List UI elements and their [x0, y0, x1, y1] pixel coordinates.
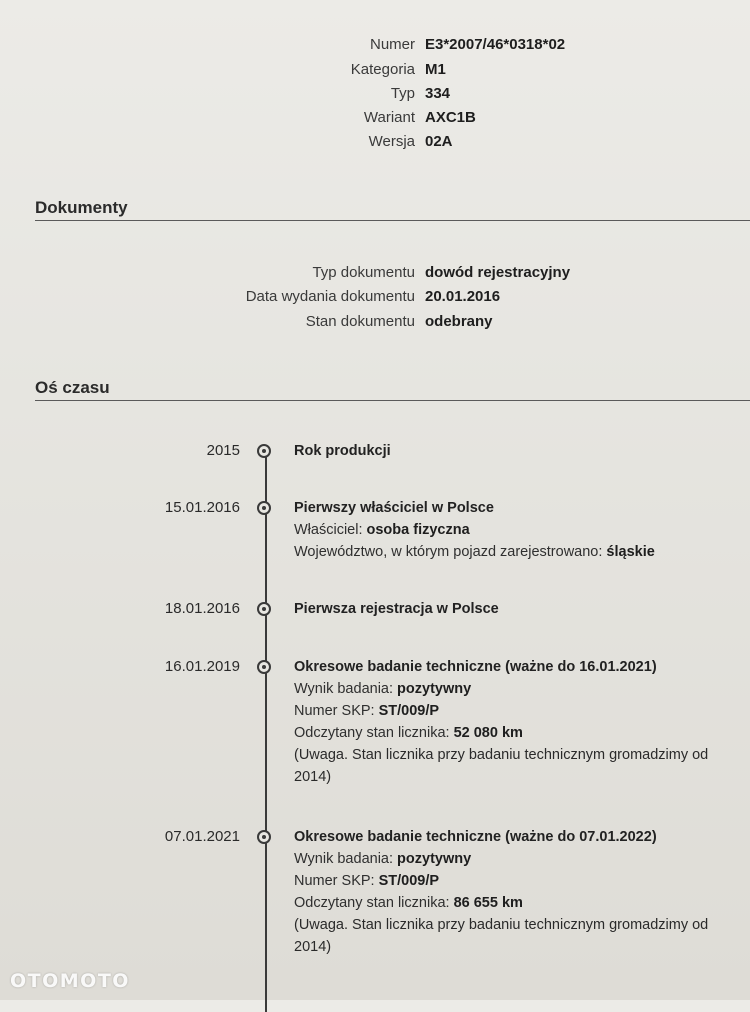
detail-label: Właściciel:	[294, 522, 367, 538]
doc-value: 20.01.2016	[425, 288, 501, 305]
spec-row-wersja	[250, 130, 453, 154]
detail-value: pozytywny	[397, 681, 472, 697]
timeline-body	[294, 598, 734, 620]
spec-label: Wersja	[368, 133, 415, 150]
detail-value: 86 655 km	[453, 895, 523, 911]
timeline-detail	[294, 870, 734, 892]
timeline-detail	[294, 892, 734, 914]
timeline-date: 2015	[206, 442, 240, 459]
spec-label: Numer	[369, 36, 415, 53]
detail-label: Odczytany stan licznika:	[294, 725, 454, 741]
section-title-timeline: Oś czasu	[35, 378, 110, 397]
timeline-body	[294, 440, 734, 462]
timeline-note: (Uwaga. Stan licznika przy badaniu technicznym gromadzimy od 2014)	[294, 747, 709, 785]
timeline-date: 07.01.2021	[164, 828, 240, 845]
detail-label: Odczytany stan licznika:	[294, 895, 454, 911]
detail-label: Wynik badania:	[294, 851, 398, 867]
timeline-detail	[294, 848, 734, 870]
timeline-axis	[265, 452, 267, 1012]
detail-value: ST/009/P	[378, 873, 440, 889]
timeline-date: 16.01.2019	[164, 658, 240, 675]
timeline-detail	[294, 678, 734, 700]
doc-value: dowód rejestracyjny	[425, 264, 571, 281]
section-divider	[35, 400, 750, 401]
timeline-title: Pierwsza rejestracja w Polsce	[294, 601, 499, 617]
timeline-detail	[294, 519, 734, 541]
spec-label: Wariant	[363, 109, 415, 126]
spec-value: 02A	[425, 133, 453, 150]
detail-label: Województwo, w którym pojazd zarejestrowano:	[294, 544, 607, 560]
doc-label: Data wydania dokumentu	[245, 288, 415, 305]
timeline-body	[294, 656, 734, 788]
detail-label: Numer SKP:	[294, 703, 379, 719]
doc-row-type	[200, 261, 570, 285]
detail-label: Numer SKP:	[294, 873, 379, 889]
doc-label: Stan dokumentu	[305, 313, 415, 330]
section-title-documents: Dokumenty	[35, 198, 128, 217]
timeline-body	[294, 826, 734, 958]
timeline-date: 18.01.2016	[164, 600, 240, 617]
doc-label: Typ dokumentu	[312, 264, 415, 281]
timeline-body	[294, 497, 734, 563]
doc-value: odebrany	[425, 313, 493, 330]
timeline-date: 15.01.2016	[164, 499, 240, 516]
watermark-logo: OTOMOTO	[10, 970, 130, 992]
detail-value: osoba fizyczna	[366, 522, 470, 538]
detail-label: Wynik badania:	[294, 681, 398, 697]
detail-value: 52 080 km	[453, 725, 523, 741]
detail-value: ST/009/P	[378, 703, 440, 719]
timeline-title: Pierwszy właściciel w Polsce	[294, 500, 494, 516]
timeline-marker-icon	[257, 501, 271, 515]
spec-value: AXC1B	[425, 109, 476, 126]
doc-row-status	[200, 310, 493, 334]
timeline-marker-icon	[257, 830, 271, 844]
timeline-title: Rok produkcji	[294, 443, 391, 459]
spec-value: M1	[425, 61, 446, 78]
spec-value: 334	[425, 85, 451, 102]
spec-row-kategoria	[250, 58, 446, 82]
timeline-title: Okresowe badanie techniczne (ważne do 07.01.2022)	[294, 829, 657, 845]
spec-row-wariant	[250, 106, 476, 130]
timeline-detail	[294, 700, 734, 722]
timeline-title: Okresowe badanie techniczne (ważne do 16.01.2021)	[294, 659, 657, 675]
timeline-marker-icon	[257, 602, 271, 616]
timeline-marker-icon	[257, 444, 271, 458]
timeline-detail	[294, 541, 734, 563]
spec-value: E3*2007/46*0318*02	[425, 36, 566, 53]
timeline-note: (Uwaga. Stan licznika przy badaniu technicznym gromadzimy od 2014)	[294, 917, 709, 955]
detail-value: śląskie	[606, 544, 655, 560]
detail-value: pozytywny	[397, 851, 472, 867]
spec-row-numer	[250, 33, 565, 57]
spec-label: Kategoria	[350, 61, 415, 78]
doc-row-date	[200, 285, 500, 309]
timeline-detail	[294, 722, 734, 744]
timeline-marker-icon	[257, 660, 271, 674]
section-divider	[35, 220, 750, 221]
spec-row-typ	[250, 82, 450, 106]
spec-label: Typ	[390, 85, 415, 102]
